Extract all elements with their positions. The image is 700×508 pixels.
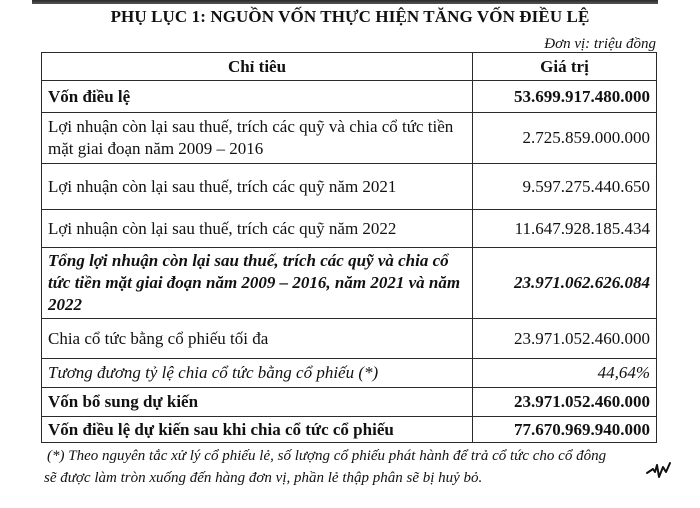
footnote xyxy=(44,445,664,489)
table-row xyxy=(42,248,657,319)
row-label: Vốn bổ sung dự kiến xyxy=(42,388,473,417)
row-value: 77.670.969.940.000 xyxy=(473,417,657,443)
table-row xyxy=(42,417,657,443)
row-value: 9.597.275.440.650 xyxy=(473,164,657,210)
row-value: 23.971.052.460.000 xyxy=(473,388,657,417)
footnote-line-1: (*) Theo nguyên tắc xử lý cổ phiếu lẻ, số lượng cổ phiếu phát hành để trả cổ tức cho cổ đông xyxy=(47,448,607,464)
row-label: Lợi nhuận còn lại sau thuế, trích các quỹ năm 2022 xyxy=(42,210,473,248)
row-value: 53.699.917.480.000 xyxy=(473,81,657,113)
row-label: Chia cổ tức bằng cổ phiếu tối đa xyxy=(42,319,473,359)
footnote-line-2: sẽ được làm tròn xuống đến hàng đơn vị, phần lẻ thập phân sẽ bị huỷ bỏ. xyxy=(44,470,483,486)
top-scan-bar xyxy=(32,0,658,4)
row-value: 23.971.052.460.000 xyxy=(473,319,657,359)
row-label: Tổng lợi nhuận còn lại sau thuế, trích các quỹ và chia cổ tức tiền mặt giai đoạn năm 2009 – 2016, năm 2021 và năm 2022 xyxy=(42,248,473,319)
table-row xyxy=(42,113,657,164)
table-row xyxy=(42,81,657,113)
row-label: Tương đương tỷ lệ chia cổ tức bằng cổ phiếu (*) xyxy=(42,359,473,388)
capital-increase-table xyxy=(41,52,657,443)
table-row xyxy=(42,319,657,359)
row-label: Lợi nhuận còn lại sau thuế, trích các quỹ và chia cổ tức tiền mặt giai đoạn năm 2009 – 2016 xyxy=(42,113,473,164)
table-header-row xyxy=(42,53,657,81)
row-value: 23.971.062.626.084 xyxy=(473,248,657,319)
header-indicator: Chỉ tiêu xyxy=(42,53,473,81)
row-value: 11.647.928.185.434 xyxy=(473,210,657,248)
table-row xyxy=(42,210,657,248)
header-value: Giá trị xyxy=(473,53,657,81)
table-row xyxy=(42,359,657,388)
row-value: 44,64% xyxy=(473,359,657,388)
table-row xyxy=(42,164,657,210)
row-label: Vốn điều lệ xyxy=(42,81,473,113)
row-label: Vốn điều lệ dự kiến sau khi chia cổ tức cổ phiếu xyxy=(42,417,473,443)
table-row xyxy=(42,388,657,417)
signature-icon xyxy=(645,460,681,480)
row-label: Lợi nhuận còn lại sau thuế, trích các quỹ năm 2021 xyxy=(42,164,473,210)
page-title: PHỤ LỤC 1: NGUỒN VỐN THỰC HIỆN TĂNG VỐN ĐIỀU LỆ xyxy=(110,7,590,26)
row-value: 2.725.859.000.000 xyxy=(473,113,657,164)
unit-label: Đơn vị: triệu đồng xyxy=(544,36,656,52)
